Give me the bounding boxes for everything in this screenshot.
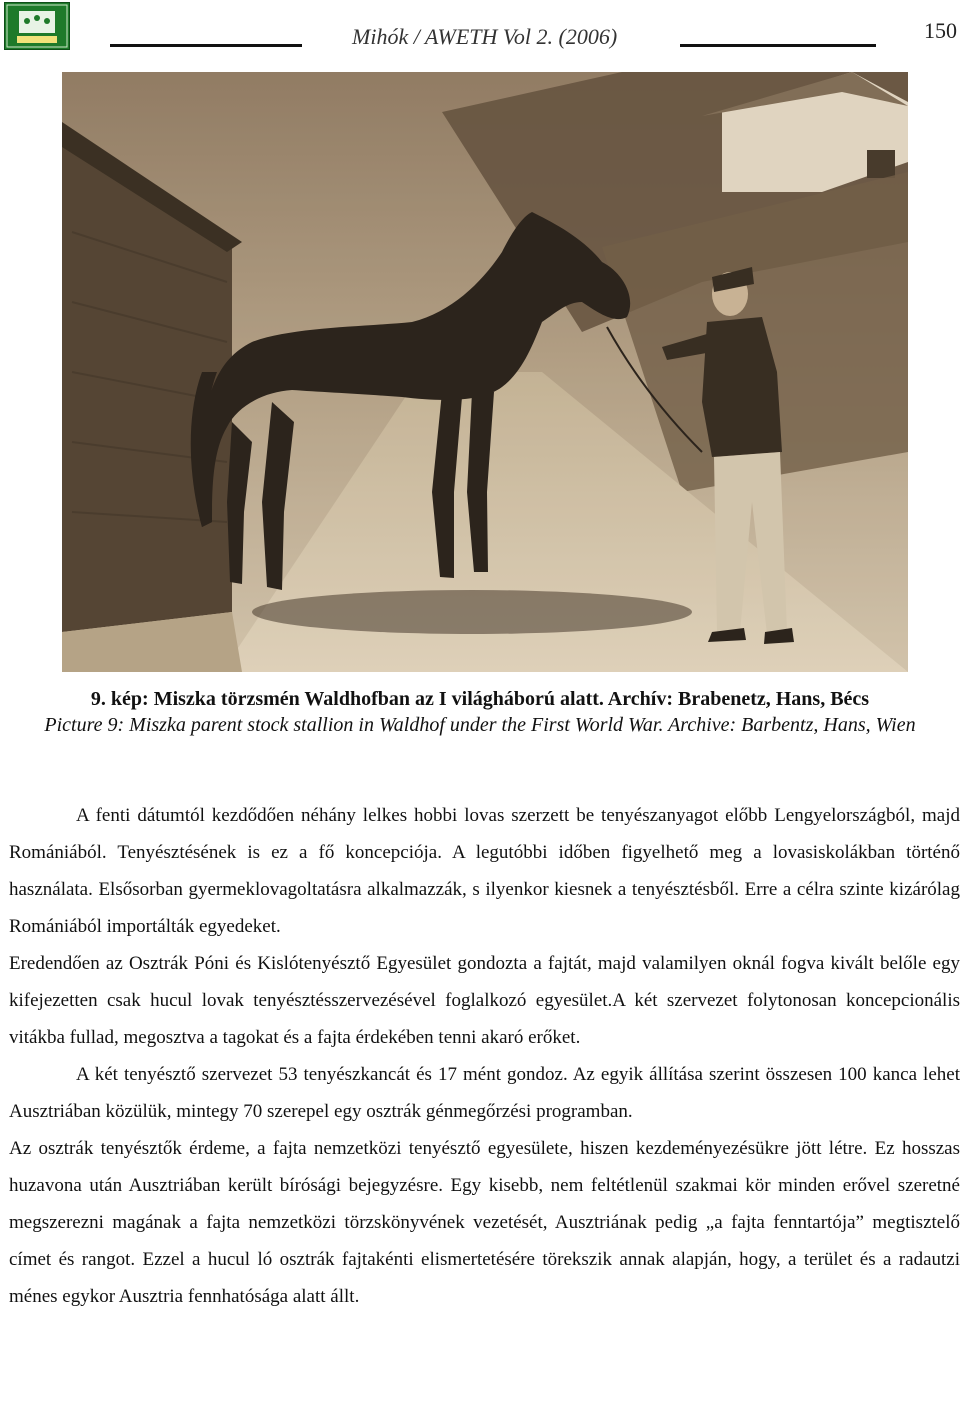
paragraph-4: Az osztrák tenyésztők érdeme, a fajta nemzetközi tenyésztő egyesülete, hiszen kezdeményezésükre jött létre. Ez hosszas huzavona után Ausztriában került bírósági bejegyzésre. Egy kisebb, nem feltétlenül szakmai kör minden erővel szeretné megszerezni magának a fajta nemzetközi törzskönyvének vezetését, Ausztriának pedig „a fajta fenntartója” megtisztelő címet és rangot. Ezzel a hucul ló osztrák fajtakénti elismertetésére törekszik annak alapján, hogy, a terület és a radautzi ménes egykor Ausztria fennhatósága alatt állt. [9, 1138, 960, 1307]
journal-logo-icon [4, 2, 70, 50]
paragraph-3: A két tenyésztő szervezet 53 tenyészkancát és 17 mént gondoz. Az egyik állítása szerint összesen 100 kanca lehet Ausztriában közülük, mintegy 70 szerepel egy osztrák génmegőrzési programban. [9, 1064, 960, 1122]
header-rule-left [110, 44, 302, 47]
header-rule-right [680, 44, 876, 47]
caption-hungarian: 9. kép: Miszka törzsmén Waldhofban az I világháború alatt. Archív: Brabenetz, Hans, Bécs [90, 688, 870, 710]
horse-photo [62, 72, 908, 672]
body-text [9, 797, 960, 1315]
page-number: 150 [924, 18, 957, 43]
figure-caption [0, 686, 960, 738]
running-head: Mihók / AWETH Vol 2. (2006) [352, 24, 618, 49]
paragraph-2: Eredendően az Osztrák Póni és Kislótenyésztő Egyesület gondozta a fajtát, majd valamilyen oknál fogva kivált belőle egy kifejezetten csak hucul lovak tenyésztésszervezésével foglalkozó egyesület.A két szervezet folytonosan koncepcionális vitákba fullad, megosztva a tagokat és a fajta érdekében tenni akaró erőket. [9, 953, 960, 1048]
caption-english: Picture 9: Miszka parent stock stallion in Waldhof under the First World War. Archive: Barbentz, Hans, Wien [44, 714, 916, 736]
paragraph-1: A fenti dátumtól kezdődően néhány lelkes hobbi lovas szerzett be tenyészanyagot előbb Lengyelországból, majd Romániából. Tenyésztésének is ez a fő koncepciója. A legutóbbi időben figyelhető meg a lovasiskolákban történő használata. Elsősorban gyermeklovagoltatásra alkalmazzák, s ilyenkor kiesnek a tenyésztésből. Erre a célra szinte kizárólag Romániából importálták egyedeket. [9, 805, 960, 937]
